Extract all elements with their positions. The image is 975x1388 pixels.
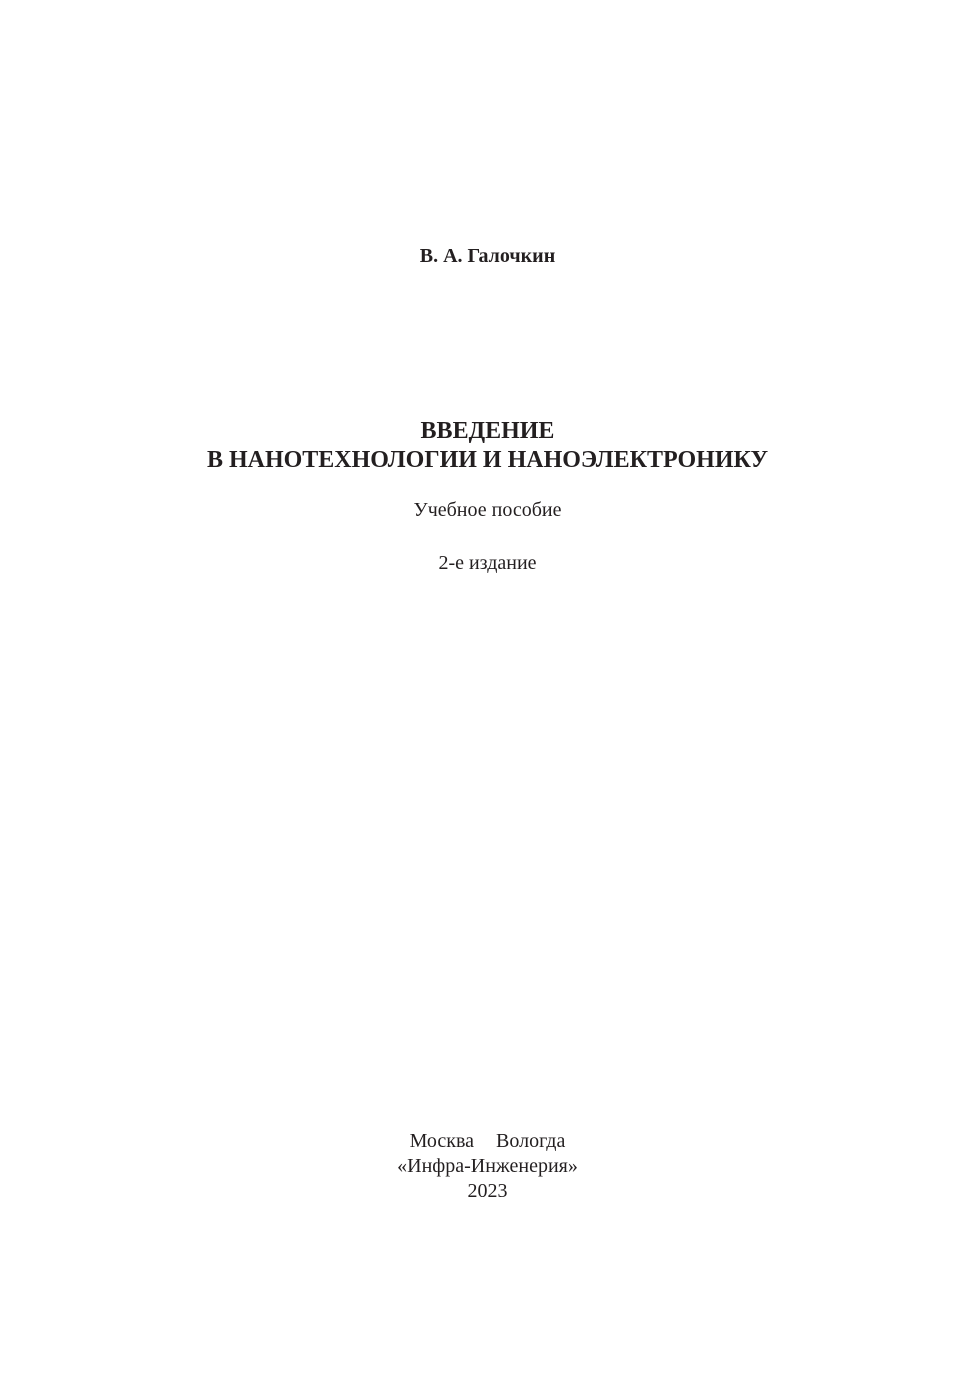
book-type: Учебное пособие [413,499,562,521]
publication-year: 2023 [467,1180,508,1202]
book-title-line-2: В НАНОТЕХНОЛОГИИ И НАНОЭЛЕКТРОНИКУ [206,447,769,473]
edition-label: 2-е издание [438,552,537,574]
book-title-line-1: ВВЕДЕНИЕ [420,418,555,444]
imprint-city-moscow: Москва [409,1130,475,1152]
author-name: В. А. Галочкин [419,245,556,267]
imprint-city-vologda: Вологда [496,1130,566,1152]
publisher-name: «Инфра-Инженерия» [397,1155,578,1177]
imprint-cities [0,1131,975,1151]
